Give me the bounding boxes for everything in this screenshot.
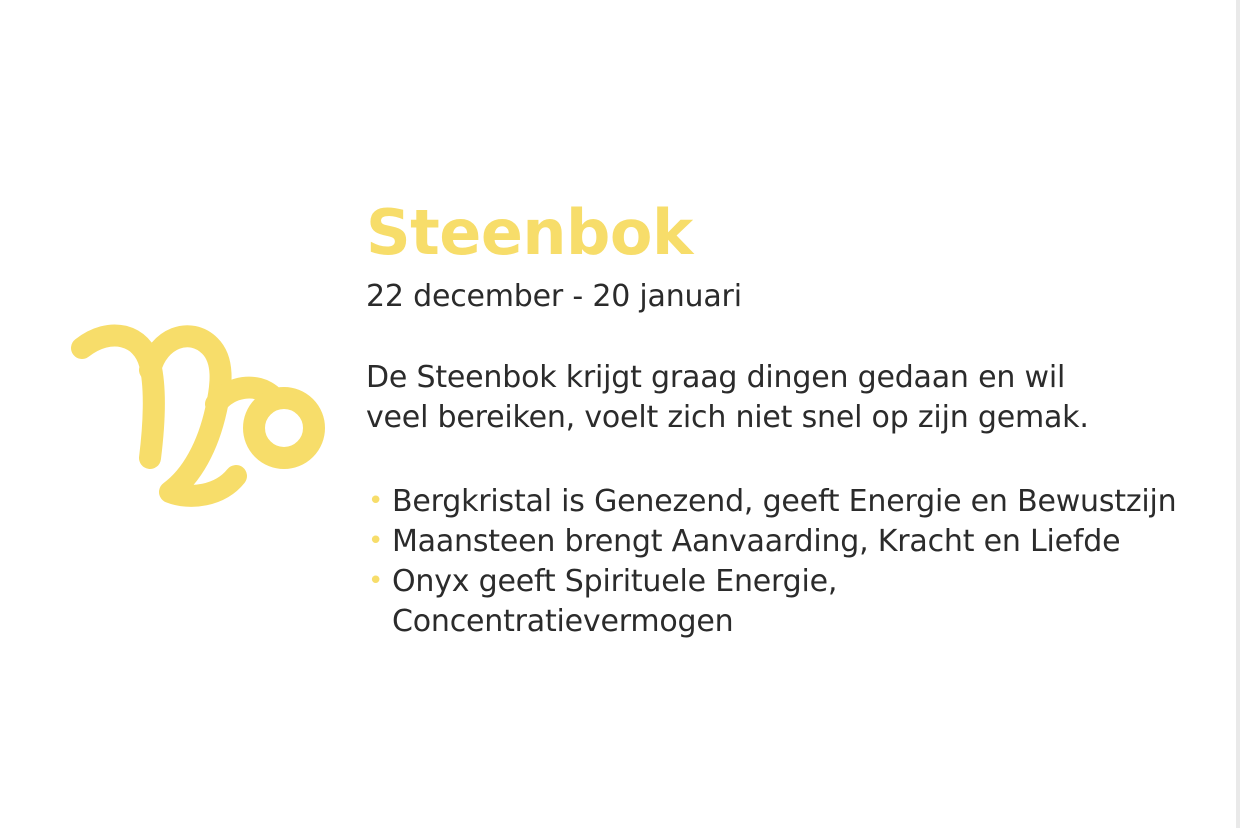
bullet-dot-icon: •	[368, 525, 384, 556]
list-item	[366, 522, 1186, 562]
description-text: De Steenbok krijgt graag dingen gedaan en wil veel bereiken, voelt zich niet snel op zijn gemak.	[366, 360, 1089, 435]
list-item	[366, 562, 1186, 642]
list-item-label: Onyx geeft Spirituele Energie, Concentratievermogen	[392, 563, 838, 639]
bullet-dot-icon: •	[368, 565, 384, 596]
bullet-dot-icon: •	[368, 485, 384, 516]
slide-content	[366, 196, 1186, 641]
capricorn-zodiac-symbol-icon	[70, 300, 340, 520]
list-item	[366, 482, 1186, 522]
page-title: Steenbok	[366, 196, 693, 269]
list-item-label: Bergkristal is Genezend, geeft Energie en Bewustzijn	[392, 483, 1177, 519]
date-range: 22 december - 20 januari	[366, 279, 742, 315]
bullet-list	[366, 482, 1186, 642]
list-item-label: Maansteen brengt Aanvaarding, Kracht en Liefde	[392, 523, 1121, 559]
slide-right-edge	[1236, 0, 1240, 828]
